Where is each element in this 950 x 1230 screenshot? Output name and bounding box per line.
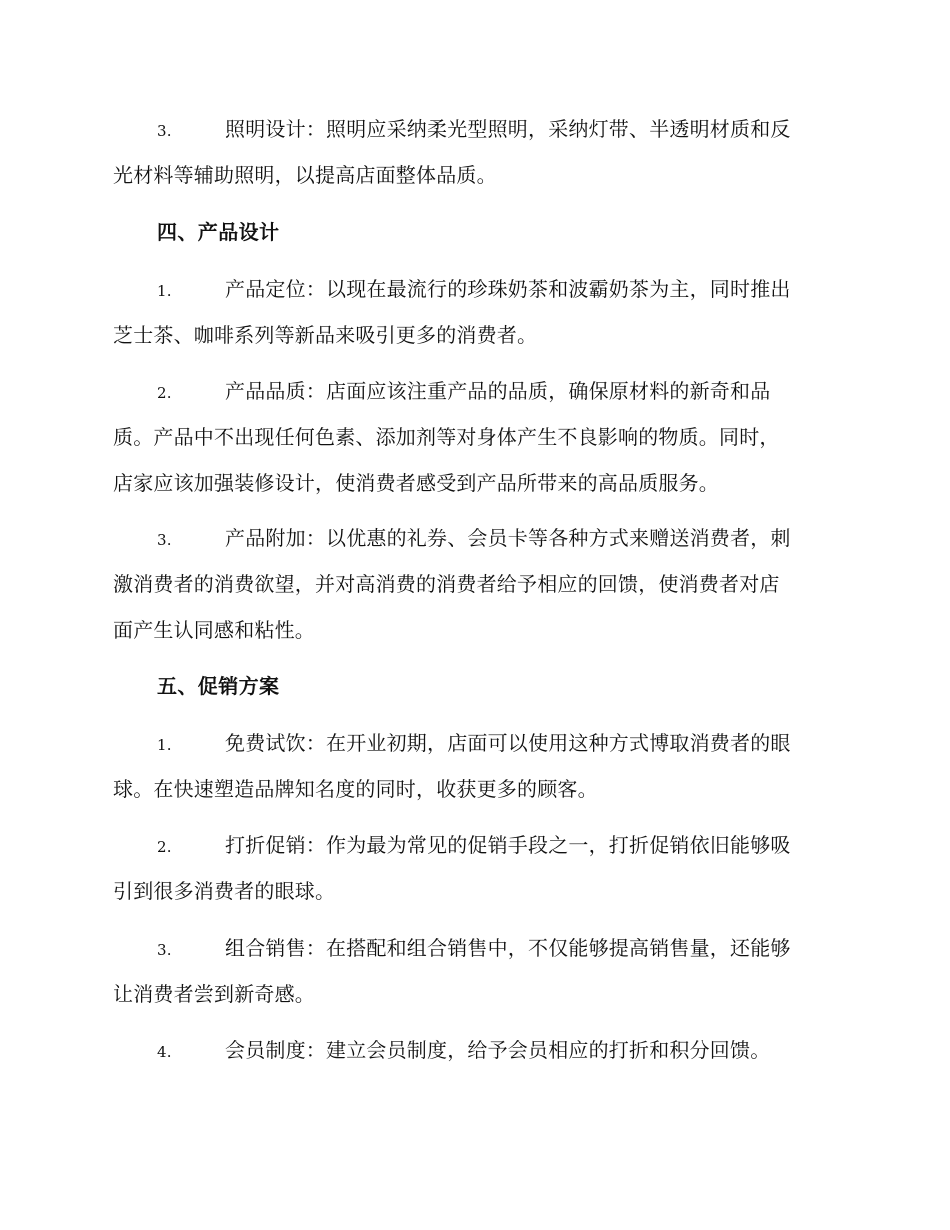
item-line xyxy=(113,925,835,971)
item-line: 引到很多消费者的眼球。 xyxy=(113,879,336,903)
lighting-item xyxy=(113,106,835,198)
item-line xyxy=(113,822,835,868)
item-number: 4. xyxy=(157,1043,172,1061)
item-number: 3. xyxy=(157,531,172,549)
item-text: 产品品质：店面应该注重产品的品质，确保原材料的新奇和品 xyxy=(225,379,771,403)
item-number: 3. xyxy=(157,122,172,140)
promo-item-3 xyxy=(113,925,835,1017)
item-text: 组合销售：在搭配和组合销售中，不仅能够提高销售量，还能够 xyxy=(225,936,791,960)
section-heading-product-design: 四、产品设计 xyxy=(157,220,280,244)
promo-item-2 xyxy=(113,822,835,914)
item-text: 产品定位：以现在最流行的珍珠奶茶和波霸奶茶为主，同时推出 xyxy=(225,277,791,301)
item-text: 打折促销：作为最为常见的促销手段之一，打折促销依旧能够吸 xyxy=(225,833,791,857)
item-number: 1. xyxy=(157,282,172,300)
item-number: 1. xyxy=(157,736,172,754)
item-number: 2. xyxy=(157,838,172,856)
item-line: 质。产品中不出现任何色素、添加剂等对身体产生不良影响的物质。同时， xyxy=(113,425,780,449)
item-text: 产品附加：以优惠的礼券、会员卡等各种方式来赠送消费者，刺 xyxy=(225,526,791,550)
item-line xyxy=(113,515,835,561)
item-text: 免费试饮：在开业初期，店面可以使用这种方式博取消费者的眼 xyxy=(225,731,791,755)
product-item-2 xyxy=(113,368,835,506)
promo-item-1 xyxy=(113,720,835,812)
product-item-3 xyxy=(113,515,835,653)
item-line xyxy=(113,266,835,312)
promo-item-4 xyxy=(113,1027,835,1073)
item-number: 2. xyxy=(157,384,172,402)
item-line: 激消费者的消费欲望，并对高消费的消费者给予相应的回馈，使消费者对店 xyxy=(113,572,780,596)
item-line xyxy=(113,106,835,152)
section-heading-promotion-plan: 五、促销方案 xyxy=(157,674,280,698)
item-line xyxy=(113,368,835,414)
item-line xyxy=(113,720,835,766)
item-number: 3. xyxy=(157,941,172,959)
item-line: 店家应该加强装修设计，使消费者感受到产品所带来的高品质服务。 xyxy=(113,471,719,495)
item-line: 光材料等辅助照明，以提高店面整体品质。 xyxy=(113,163,497,187)
item-line xyxy=(113,1027,835,1073)
item-line: 让消费者尝到新奇感。 xyxy=(113,982,315,1006)
item-line: 芝士茶、咖啡系列等新品来吸引更多的消费者。 xyxy=(113,323,538,347)
item-text: 照明设计：照明应采纳柔光型照明，采纳灯带、半透明材质和反 xyxy=(225,117,791,141)
item-line: 面产生认同感和粘性。 xyxy=(113,618,315,642)
item-text: 会员制度：建立会员制度，给予会员相应的打折和积分回馈。 xyxy=(225,1038,771,1062)
item-line: 球。在快速塑造品牌知名度的同时，收获更多的顾客。 xyxy=(113,777,598,801)
product-item-1 xyxy=(113,266,835,358)
